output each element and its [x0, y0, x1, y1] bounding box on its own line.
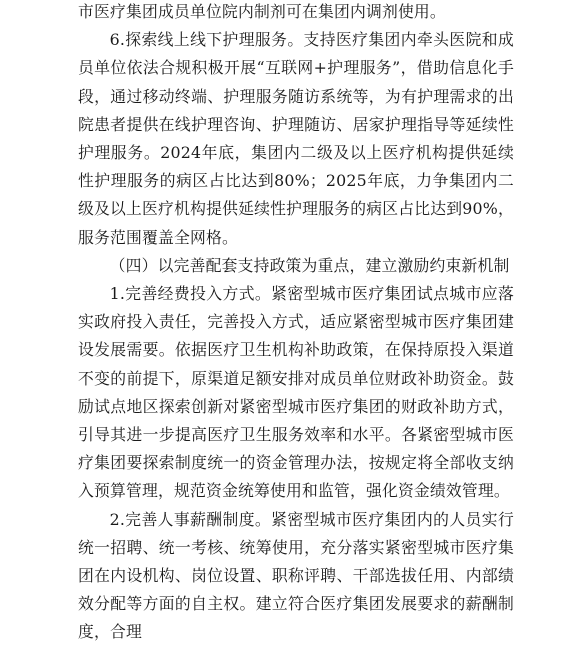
document-body: [78, 0, 514, 647]
paragraph-funding: 1.完善经费投入方式。紧密型城市医疗集团试点城市应落实政府投入责任，完善投入方式，适应紧密型城市医疗集团建设发展需要。依据医疗卫生机构补助政策，在保持原投入渠道不变的前提下，原渠道足额安排对成员单位财政补助资金。鼓励试点地区探索创新对紧密型城市医疗集团的财政补助方式，引导其进一步提高医疗卫生服务效率和水平。各紧密型城市医疗集团要探索制度统一的资金管理办法，按规定将全部收支纳入预算管理，规范资金统筹使用和监管，强化资金绩效管理。: [78, 284, 514, 501]
paragraph-continuation: 市医疗集团成员单位院内制剂可在集团内调剂使用。: [78, 2, 446, 21]
section-heading: （四）以完善配套支持政策为重点，建立激励约束新机制: [109, 255, 510, 275]
paragraph-personnel-salary: 2.完善人事薪酬制度。紧密型城市医疗集团内的人员实行统一招聘、统一考核、统筹使用，充分落实紧密型城市医疗集团在内设机构、岗位设置、职称评聘、干部选拔任用、内部绩效分配等方面的自主权。建立符合医疗集团发展要求的薪酬制度，合理: [78, 509, 514, 642]
paragraph-nursing-services: 6.探索线上线下护理服务。支持医疗集团内牵头医院和成员单位依法合规积极开展“互联网+护理服务”，借助信息化手段，通过移动终端、护理服务随访系统等，为有护理需求的出院患者提供在线护理咨询、护理随访、居家护理指导等延续性护理服务。2024年底，集团内二级及以上医疗机构提供延续性护理服务的病区占比达到80%；2025年底，力争集团内二级及以上医疗机构提供延续性护理服务的病区占比达到90%，服务范围覆盖全网格。: [78, 30, 514, 247]
